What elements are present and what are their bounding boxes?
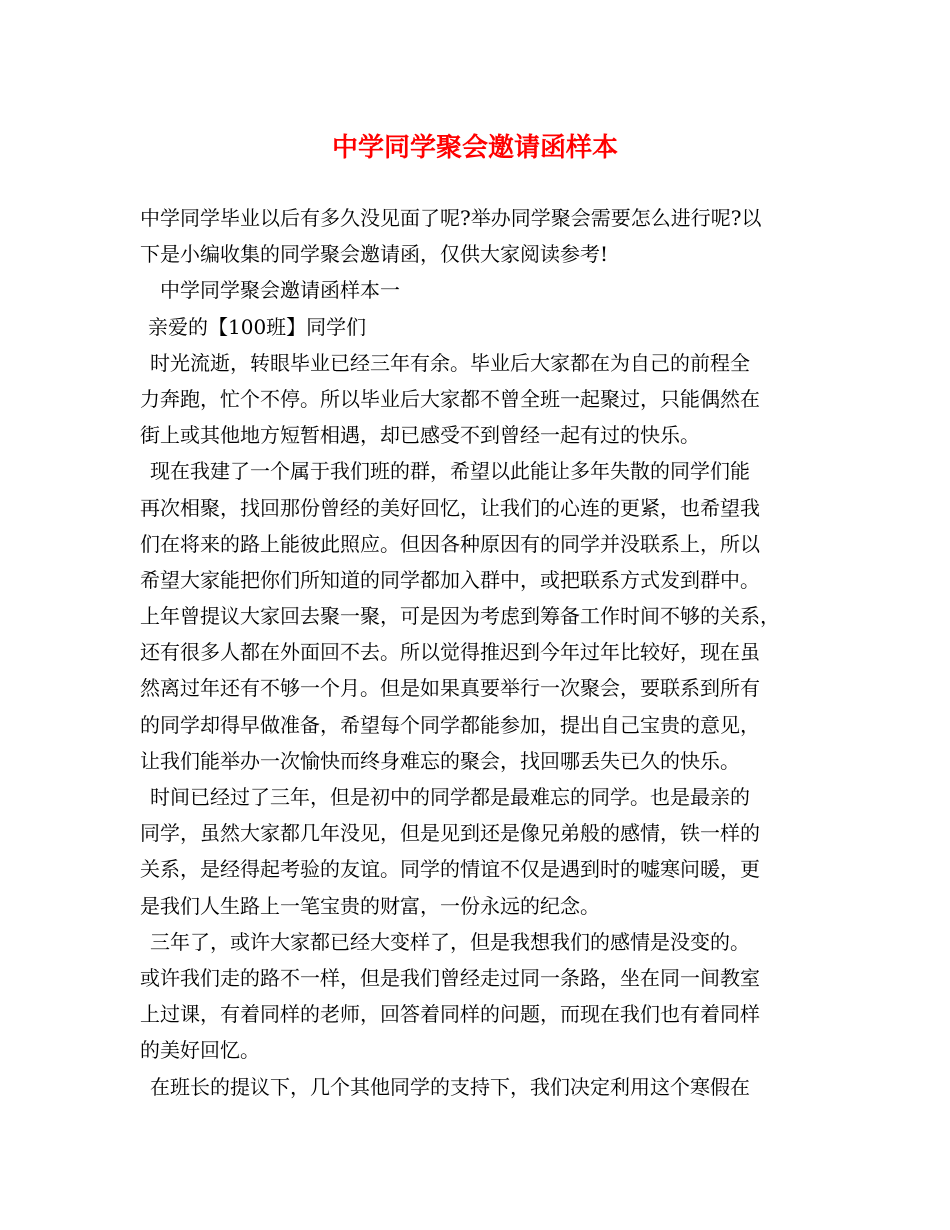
text-line: 的同学却得早做准备，希望每个同学都能参加，提出自己宝贵的意见， <box>140 712 760 737</box>
text-line: 街上或其他地方短暂相遇，却已感受不到曾经一起有过的快乐。 <box>140 423 700 448</box>
text-line: 关系，是经得起考验的友谊。同学的情谊不仅是遇到时的嘘寒问暖，更 <box>140 857 760 882</box>
text-line: 然离过年还有不够一个月。但是如果真要举行一次聚会，要联系到所有 <box>140 676 760 701</box>
text-line: 中学同学毕业以后有多久没见面了呢?举办同学聚会需要怎么进行呢?以 <box>140 206 762 230</box>
text-line: 时光流逝，转眼毕业已经三年有余。毕业后大家都在为自己的前程全 <box>150 350 750 375</box>
section-heading: 中学同学聚会邀请函样本一 <box>160 278 400 303</box>
salutation: 亲爱的【100班】同学们 <box>148 314 367 339</box>
text-line: 让我们能举办一次愉快而终身难忘的聚会，找回哪丢失已久的快乐。 <box>140 748 740 773</box>
text-line: 下是小编收集的同学聚会邀请函，仅供大家阅读参考! <box>140 242 609 267</box>
document-title: 中学同学聚会邀请函样本 <box>331 133 618 163</box>
text-line: 的美好回忆。 <box>140 1038 260 1063</box>
text-line: 上年曾提议大家回去聚一聚，可是因为考虑到筹备工作时间不够的关系， <box>140 604 780 629</box>
text-line: 在班长的提议下，几个其他同学的支持下，我们决定利用这个寒假在 <box>150 1074 750 1099</box>
text-line: 是我们人生路上一笔宝贵的财富，一份永远的纪念。 <box>140 893 600 918</box>
document-body <box>140 200 820 1105</box>
text-line: 同学，虽然大家都几年没见，但是见到还是像兄弟般的感情，铁一样的 <box>140 821 760 846</box>
text-line: 上过课，有着同样的老师，回答着同样的问题，而现在我们也有着同样 <box>140 1002 760 1027</box>
text-line: 们在将来的路上能彼此照应。但因各种原因有的同学并没联系上，所以 <box>140 531 760 556</box>
text-line: 时间已经过了三年，但是初中的同学都是最难忘的同学。也是最亲的 <box>150 785 750 809</box>
text-line: 或许我们走的路不一样，但是我们曾经走过同一条路，坐在同一间教室 <box>140 965 760 990</box>
text-line: 希望大家能把你们所知道的同学都加入群中，或把联系方式发到群中。 <box>140 567 760 592</box>
text-line: 还有很多人都在外面回不去。所以觉得推迟到今年过年比较好，现在虽 <box>140 640 760 665</box>
text-line: 现在我建了一个属于我们班的群，希望以此能让多年失散的同学们能 <box>150 459 750 484</box>
text-line: 三年了，或许大家都已经大变样了，但是我想我们的感情是没变的。 <box>150 929 750 954</box>
text-line: 再次相聚，找回那份曾经的美好回忆，让我们的心连的更紧，也希望我 <box>140 495 760 520</box>
text-line: 力奔跑，忙个不停。所以毕业后大家都不曾全班一起聚过，只能偶然在 <box>140 386 760 411</box>
